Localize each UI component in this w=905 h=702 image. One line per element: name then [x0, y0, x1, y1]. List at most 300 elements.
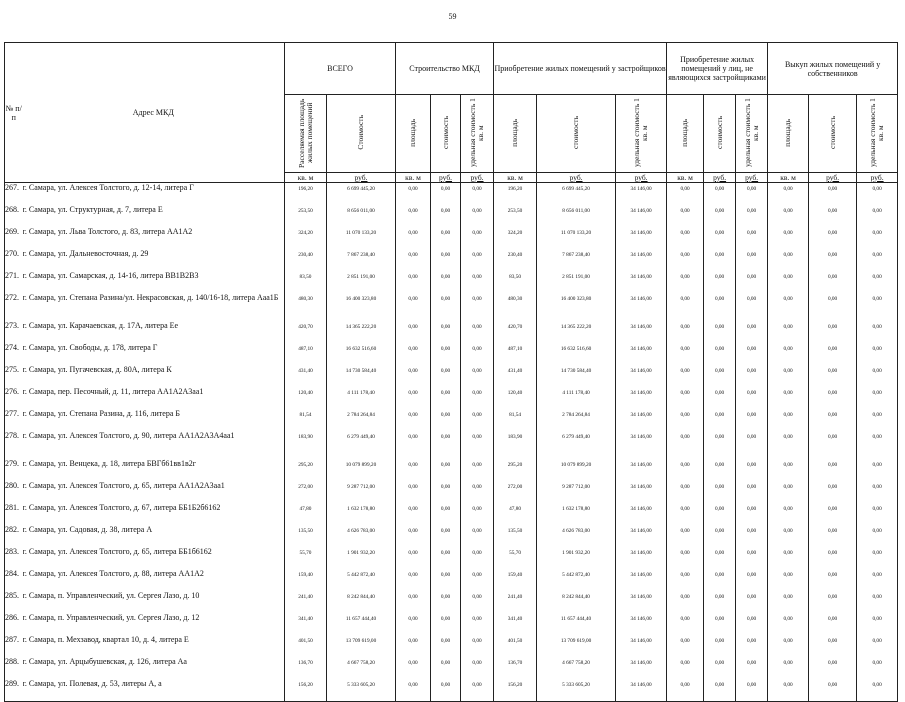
table-row	[5, 635, 898, 657]
row-number: 283.	[5, 547, 23, 569]
buyout-area: 0,00	[768, 481, 809, 503]
construction-area: 0,00	[396, 183, 431, 206]
acq-dev-cost: 11 070 133,20	[537, 227, 616, 249]
acq-dev-unit-cost: 34 146,00	[616, 271, 667, 293]
row-address: г. Самара, ул. Степана Разина, д. 116, литера Б	[23, 409, 285, 431]
buyout-unit-cost: 0,00	[857, 679, 898, 702]
construction-area: 0,00	[396, 409, 431, 431]
total-cost: 13 709 619,00	[327, 635, 396, 657]
acq-dev-cost: 2 851 191,00	[537, 271, 616, 293]
header-group-buyout: Выкуп жилых помещений у собственников	[768, 43, 898, 95]
acq-dev-unit-cost: 34 146,00	[616, 591, 667, 613]
table-row	[5, 343, 898, 365]
header-group-acq-other: Приобретение жилых помещений у лиц, не являющихся застройщиками	[667, 43, 768, 95]
acq-other-unit-cost: 0,00	[736, 657, 768, 679]
construction-cost: 0,00	[431, 387, 461, 409]
construction-cost: 0,00	[431, 293, 461, 321]
total-cost: 2 851 191,00	[327, 271, 396, 293]
construction-unit-cost: 0,00	[461, 569, 494, 591]
construction-area: 0,00	[396, 481, 431, 503]
buyout-area: 0,00	[768, 635, 809, 657]
buyout-area: 0,00	[768, 525, 809, 547]
construction-area: 0,00	[396, 657, 431, 679]
construction-area: 0,00	[396, 387, 431, 409]
acq-dev-cost: 5 333 605,20	[537, 679, 616, 702]
buyout-area: 0,00	[768, 591, 809, 613]
construction-area: 0,00	[396, 321, 431, 343]
acq-dev-cost: 4 667 758,20	[537, 657, 616, 679]
table-row	[5, 409, 898, 431]
total-cost: 6 699 445,20	[327, 183, 396, 206]
row-address: г. Самара, ул. Самарская, д. 14-16, литера ВВ1В2В3	[23, 271, 285, 293]
acq-other-area: 0,00	[667, 679, 704, 702]
construction-area: 0,00	[396, 205, 431, 227]
total-cost: 4 111 178,40	[327, 387, 396, 409]
construction-area: 0,00	[396, 249, 431, 271]
acq-dev-area: 487,10	[494, 343, 537, 365]
acq-dev-area: 47,80	[494, 503, 537, 525]
table-row	[5, 387, 898, 409]
acq-dev-cost: 14 365 222,20	[537, 321, 616, 343]
acq-dev-unit-cost: 34 146,00	[616, 459, 667, 481]
buyout-area: 0,00	[768, 569, 809, 591]
construction-cost: 0,00	[431, 343, 461, 365]
buyout-area: 0,00	[768, 249, 809, 271]
buyout-cost: 0,00	[809, 481, 857, 503]
row-number: 269.	[5, 227, 23, 249]
acq-other-area: 0,00	[667, 321, 704, 343]
acq-other-unit-cost: 0,00	[736, 635, 768, 657]
row-number: 272.	[5, 293, 23, 321]
buyout-area: 0,00	[768, 657, 809, 679]
header-cost-total: Стоимость	[327, 95, 396, 173]
construction-unit-cost: 0,00	[461, 343, 494, 365]
construction-area: 0,00	[396, 227, 431, 249]
total-cost: 4 626 783,00	[327, 525, 396, 547]
construction-unit-cost: 0,00	[461, 205, 494, 227]
table-row	[5, 569, 898, 591]
total-area: 480,30	[285, 293, 327, 321]
acq-dev-area: 183,90	[494, 431, 537, 459]
acq-dev-area: 81,54	[494, 409, 537, 431]
buyout-unit-cost: 0,00	[857, 525, 898, 547]
acq-other-unit-cost: 0,00	[736, 387, 768, 409]
unit-rub: руб.	[327, 173, 396, 183]
acq-other-area: 0,00	[667, 569, 704, 591]
acq-dev-area: 295,20	[494, 459, 537, 481]
acq-dev-area: 253,50	[494, 205, 537, 227]
construction-cost: 0,00	[431, 409, 461, 431]
acq-other-cost: 0,00	[704, 409, 736, 431]
table-row	[5, 547, 898, 569]
total-cost: 16 632 516,60	[327, 343, 396, 365]
total-area: 431,40	[285, 365, 327, 387]
row-number: 282.	[5, 525, 23, 547]
row-number: 275.	[5, 365, 23, 387]
total-cost: 7 867 238,40	[327, 249, 396, 271]
acq-dev-cost: 7 867 238,40	[537, 249, 616, 271]
buyout-area: 0,00	[768, 343, 809, 365]
row-address: г. Самара, ул. Полевая, д. 53, литеры А, а	[23, 679, 285, 702]
construction-unit-cost: 0,00	[461, 249, 494, 271]
unit-rub: руб.	[736, 173, 768, 183]
acq-dev-area: 431,40	[494, 365, 537, 387]
acq-other-cost: 0,00	[704, 657, 736, 679]
construction-unit-cost: 0,00	[461, 293, 494, 321]
unit-rub: руб.	[537, 173, 616, 183]
acq-dev-cost: 13 709 619,00	[537, 635, 616, 657]
unit-sqm: кв. м	[285, 173, 327, 183]
acq-dev-cost: 6 699 445,20	[537, 183, 616, 206]
total-area: 401,50	[285, 635, 327, 657]
buyout-area: 0,00	[768, 293, 809, 321]
unit-rub: руб.	[461, 173, 494, 183]
acq-dev-unit-cost: 34 146,00	[616, 569, 667, 591]
buyout-area: 0,00	[768, 387, 809, 409]
row-number: 278.	[5, 431, 23, 459]
unit-sqm: кв. м	[494, 173, 537, 183]
acq-dev-unit-cost: 34 146,00	[616, 503, 667, 525]
acq-other-area: 0,00	[667, 343, 704, 365]
construction-unit-cost: 0,00	[461, 271, 494, 293]
acq-other-unit-cost: 0,00	[736, 547, 768, 569]
header-cost: стоимость	[704, 95, 736, 173]
row-address: г. Самара, пер. Песочный, д. 11, литера АА1А2А3аа1	[23, 387, 285, 409]
buyout-unit-cost: 0,00	[857, 591, 898, 613]
construction-area: 0,00	[396, 431, 431, 459]
acq-dev-unit-cost: 34 146,00	[616, 481, 667, 503]
acq-dev-cost: 16 632 516,60	[537, 343, 616, 365]
acq-dev-area: 324,20	[494, 227, 537, 249]
total-area: 295,20	[285, 459, 327, 481]
acq-dev-cost: 8 242 844,40	[537, 591, 616, 613]
acq-dev-unit-cost: 34 146,00	[616, 343, 667, 365]
acq-dev-cost: 9 287 712,00	[537, 481, 616, 503]
construction-unit-cost: 0,00	[461, 227, 494, 249]
row-address: г. Самара, ул. Дальневосточная, д. 29	[23, 249, 285, 271]
acq-dev-unit-cost: 34 146,00	[616, 205, 667, 227]
buyout-unit-cost: 0,00	[857, 431, 898, 459]
buyout-cost: 0,00	[809, 227, 857, 249]
table-row	[5, 249, 898, 271]
table-row	[5, 227, 898, 249]
acq-other-unit-cost: 0,00	[736, 249, 768, 271]
construction-unit-cost: 0,00	[461, 459, 494, 481]
row-address: г. Самара, ул. Структурная, д. 7, литера Е	[23, 205, 285, 227]
header-unit-cost: удельная стоимость 1 кв. м	[461, 95, 494, 173]
buyout-cost: 0,00	[809, 293, 857, 321]
total-area: 159,40	[285, 569, 327, 591]
table-row	[5, 293, 898, 321]
buyout-cost: 0,00	[809, 183, 857, 206]
buyout-area: 0,00	[768, 227, 809, 249]
acq-dev-cost: 6 279 449,40	[537, 431, 616, 459]
total-cost: 5 442 872,40	[327, 569, 396, 591]
table-row	[5, 613, 898, 635]
acq-dev-cost: 2 784 264,84	[537, 409, 616, 431]
total-area: 253,50	[285, 205, 327, 227]
total-cost: 8 242 844,40	[327, 591, 396, 613]
total-cost: 6 279 449,40	[327, 431, 396, 459]
table-row	[5, 365, 898, 387]
buyout-cost: 0,00	[809, 409, 857, 431]
acq-dev-cost: 11 657 444,40	[537, 613, 616, 635]
acq-other-unit-cost: 0,00	[736, 481, 768, 503]
page-number: 59	[448, 12, 457, 21]
acq-other-unit-cost: 0,00	[736, 525, 768, 547]
acq-other-unit-cost: 0,00	[736, 679, 768, 702]
row-number: 271.	[5, 271, 23, 293]
acq-other-cost: 0,00	[704, 249, 736, 271]
unit-rub: руб.	[704, 173, 736, 183]
buyout-area: 0,00	[768, 503, 809, 525]
buyout-area: 0,00	[768, 271, 809, 293]
acq-dev-unit-cost: 34 146,00	[616, 547, 667, 569]
acq-other-area: 0,00	[667, 227, 704, 249]
acq-other-cost: 0,00	[704, 205, 736, 227]
total-area: 183,90	[285, 431, 327, 459]
row-address: г. Самара, ул. Алексея Толстого, д. 65, литера АА1А2А3аа1	[23, 481, 285, 503]
buyout-cost: 0,00	[809, 591, 857, 613]
construction-unit-cost: 0,00	[461, 547, 494, 569]
row-address: г. Самара, ул. Пугачевская, д. 80А, литера К	[23, 365, 285, 387]
total-cost: 11 657 444,40	[327, 613, 396, 635]
acq-dev-area: 401,50	[494, 635, 537, 657]
acq-other-area: 0,00	[667, 271, 704, 293]
unit-rub: руб.	[809, 173, 857, 183]
acq-other-unit-cost: 0,00	[736, 271, 768, 293]
buyout-unit-cost: 0,00	[857, 613, 898, 635]
construction-cost: 0,00	[431, 525, 461, 547]
table-body	[5, 183, 898, 702]
row-address: г. Самара, ул. Алексея Толстого, д. 67, литера ББ1Б2б6162	[23, 503, 285, 525]
acq-dev-cost: 16 400 323,80	[537, 293, 616, 321]
construction-unit-cost: 0,00	[461, 409, 494, 431]
acq-other-area: 0,00	[667, 293, 704, 321]
buyout-unit-cost: 0,00	[857, 409, 898, 431]
buyout-unit-cost: 0,00	[857, 387, 898, 409]
total-area: 81,54	[285, 409, 327, 431]
construction-unit-cost: 0,00	[461, 635, 494, 657]
buyout-area: 0,00	[768, 547, 809, 569]
acq-other-cost: 0,00	[704, 503, 736, 525]
construction-unit-cost: 0,00	[461, 613, 494, 635]
acq-dev-area: 120,40	[494, 387, 537, 409]
acq-other-unit-cost: 0,00	[736, 321, 768, 343]
row-address: г. Самара, ул. Алексея Толстого, д. 90, литера АА1А2А3А4аа1	[23, 431, 285, 459]
acq-other-unit-cost: 0,00	[736, 205, 768, 227]
buyout-cost: 0,00	[809, 205, 857, 227]
header-group-total: ВСЕГО	[285, 43, 396, 95]
construction-cost: 0,00	[431, 321, 461, 343]
total-cost: 9 287 712,00	[327, 481, 396, 503]
header-group-construction: Строительство МКД	[396, 43, 494, 95]
header-area: площадь	[667, 95, 704, 173]
table-row	[5, 271, 898, 293]
construction-area: 0,00	[396, 679, 431, 702]
acq-other-unit-cost: 0,00	[736, 431, 768, 459]
acq-dev-area: 420,70	[494, 321, 537, 343]
acq-dev-unit-cost: 34 146,00	[616, 679, 667, 702]
acq-other-area: 0,00	[667, 635, 704, 657]
buyout-cost: 0,00	[809, 431, 857, 459]
acq-dev-cost: 10 079 899,20	[537, 459, 616, 481]
acq-other-cost: 0,00	[704, 525, 736, 547]
header-area: площадь	[396, 95, 431, 173]
total-area: 47,80	[285, 503, 327, 525]
acq-other-cost: 0,00	[704, 387, 736, 409]
acq-other-unit-cost: 0,00	[736, 409, 768, 431]
acq-dev-area: 136,70	[494, 657, 537, 679]
acq-dev-area: 341,40	[494, 613, 537, 635]
buyout-area: 0,00	[768, 459, 809, 481]
row-number: 268.	[5, 205, 23, 227]
total-cost: 1 901 932,20	[327, 547, 396, 569]
total-area: 241,40	[285, 591, 327, 613]
row-address: г. Самара, ул. Алексея Толстого, д. 65, литера ББ1б6162	[23, 547, 285, 569]
construction-cost: 0,00	[431, 547, 461, 569]
row-number: 288.	[5, 657, 23, 679]
header-area: площадь	[768, 95, 809, 173]
acq-other-area: 0,00	[667, 365, 704, 387]
acq-other-area: 0,00	[667, 183, 704, 206]
table-row	[5, 205, 898, 227]
table-row	[5, 679, 898, 702]
acq-dev-area: 272,00	[494, 481, 537, 503]
buyout-unit-cost: 0,00	[857, 227, 898, 249]
construction-area: 0,00	[396, 343, 431, 365]
buyout-area: 0,00	[768, 183, 809, 206]
row-number: 274.	[5, 343, 23, 365]
total-area: 324,20	[285, 227, 327, 249]
construction-unit-cost: 0,00	[461, 657, 494, 679]
buyout-cost: 0,00	[809, 503, 857, 525]
acq-dev-cost: 14 730 584,40	[537, 365, 616, 387]
acq-dev-unit-cost: 34 146,00	[616, 293, 667, 321]
header-cost: стоимость	[809, 95, 857, 173]
buyout-unit-cost: 0,00	[857, 569, 898, 591]
buyout-unit-cost: 0,00	[857, 321, 898, 343]
acq-other-cost: 0,00	[704, 613, 736, 635]
acq-other-cost: 0,00	[704, 183, 736, 206]
construction-unit-cost: 0,00	[461, 679, 494, 702]
buyout-unit-cost: 0,00	[857, 343, 898, 365]
total-cost: 16 400 323,80	[327, 293, 396, 321]
buyout-area: 0,00	[768, 431, 809, 459]
buyout-unit-cost: 0,00	[857, 657, 898, 679]
buyout-area: 0,00	[768, 205, 809, 227]
acq-other-unit-cost: 0,00	[736, 459, 768, 481]
acq-dev-area: 135,50	[494, 525, 537, 547]
acq-other-cost: 0,00	[704, 591, 736, 613]
buyout-unit-cost: 0,00	[857, 293, 898, 321]
row-address: г. Самара, ул. Садовая, д. 38, литера А	[23, 525, 285, 547]
acq-other-cost: 0,00	[704, 547, 736, 569]
construction-cost: 0,00	[431, 205, 461, 227]
row-number: 284.	[5, 569, 23, 591]
construction-cost: 0,00	[431, 635, 461, 657]
total-area: 272,00	[285, 481, 327, 503]
total-cost: 4 667 758,20	[327, 657, 396, 679]
buyout-cost: 0,00	[809, 613, 857, 635]
buyout-area: 0,00	[768, 409, 809, 431]
buyout-unit-cost: 0,00	[857, 271, 898, 293]
acq-other-area: 0,00	[667, 525, 704, 547]
buyout-cost: 0,00	[809, 525, 857, 547]
construction-area: 0,00	[396, 459, 431, 481]
row-number: 287.	[5, 635, 23, 657]
construction-area: 0,00	[396, 293, 431, 321]
construction-cost: 0,00	[431, 365, 461, 387]
acq-other-cost: 0,00	[704, 569, 736, 591]
total-cost: 2 784 264,84	[327, 409, 396, 431]
total-cost: 8 656 011,00	[327, 205, 396, 227]
construction-area: 0,00	[396, 613, 431, 635]
total-area: 420,70	[285, 321, 327, 343]
header-settled-area: Расселяемая площадь жилых помещений	[285, 95, 327, 173]
unit-rub: руб.	[857, 173, 898, 183]
header-address: Адрес МКД	[23, 43, 285, 183]
total-cost: 5 333 605,20	[327, 679, 396, 702]
acq-other-cost: 0,00	[704, 293, 736, 321]
acq-other-area: 0,00	[667, 459, 704, 481]
construction-area: 0,00	[396, 525, 431, 547]
unit-sqm: кв. м	[768, 173, 809, 183]
acq-dev-area: 83,50	[494, 271, 537, 293]
construction-cost: 0,00	[431, 679, 461, 702]
row-address: г. Самара, ул. Алексея Толстого, д. 12-14, литера Г	[23, 183, 285, 206]
acq-other-cost: 0,00	[704, 343, 736, 365]
unit-rub: руб.	[431, 173, 461, 183]
construction-cost: 0,00	[431, 227, 461, 249]
construction-unit-cost: 0,00	[461, 481, 494, 503]
acq-other-cost: 0,00	[704, 635, 736, 657]
acq-other-cost: 0,00	[704, 271, 736, 293]
construction-unit-cost: 0,00	[461, 525, 494, 547]
total-area: 230,40	[285, 249, 327, 271]
unit-sqm: кв. м	[667, 173, 704, 183]
buyout-unit-cost: 0,00	[857, 365, 898, 387]
total-cost: 14 730 584,40	[327, 365, 396, 387]
acq-dev-unit-cost: 34 146,00	[616, 525, 667, 547]
acq-dev-unit-cost: 34 146,00	[616, 321, 667, 343]
acq-dev-area: 156,20	[494, 679, 537, 702]
construction-area: 0,00	[396, 503, 431, 525]
acq-dev-unit-cost: 34 146,00	[616, 613, 667, 635]
acq-other-unit-cost: 0,00	[736, 591, 768, 613]
row-number: 267.	[5, 183, 23, 206]
acq-other-unit-cost: 0,00	[736, 569, 768, 591]
acq-dev-unit-cost: 34 146,00	[616, 431, 667, 459]
table-row	[5, 481, 898, 503]
total-area: 135,50	[285, 525, 327, 547]
buyout-cost: 0,00	[809, 459, 857, 481]
construction-cost: 0,00	[431, 271, 461, 293]
acq-other-unit-cost: 0,00	[736, 365, 768, 387]
acq-other-unit-cost: 0,00	[736, 343, 768, 365]
row-address: г. Самара, ул. Степана Разина/ул. Некрасовская, д. 140/16-18, литера Ааа1Б	[23, 293, 285, 321]
buyout-unit-cost: 0,00	[857, 459, 898, 481]
acq-other-area: 0,00	[667, 481, 704, 503]
acq-other-cost: 0,00	[704, 227, 736, 249]
total-area: 136,70	[285, 657, 327, 679]
acq-other-cost: 0,00	[704, 459, 736, 481]
row-address: г. Самара, ул. Венцека, д. 18, литера БВГб61вв1в2г	[23, 459, 285, 481]
header-unit-cost: удельная стоимость 1 кв. м	[857, 95, 898, 173]
row-address: г. Самара, п. Управленческий, ул. Сергея Лазо, д. 12	[23, 613, 285, 635]
acq-other-unit-cost: 0,00	[736, 227, 768, 249]
acq-dev-cost: 4 626 783,00	[537, 525, 616, 547]
